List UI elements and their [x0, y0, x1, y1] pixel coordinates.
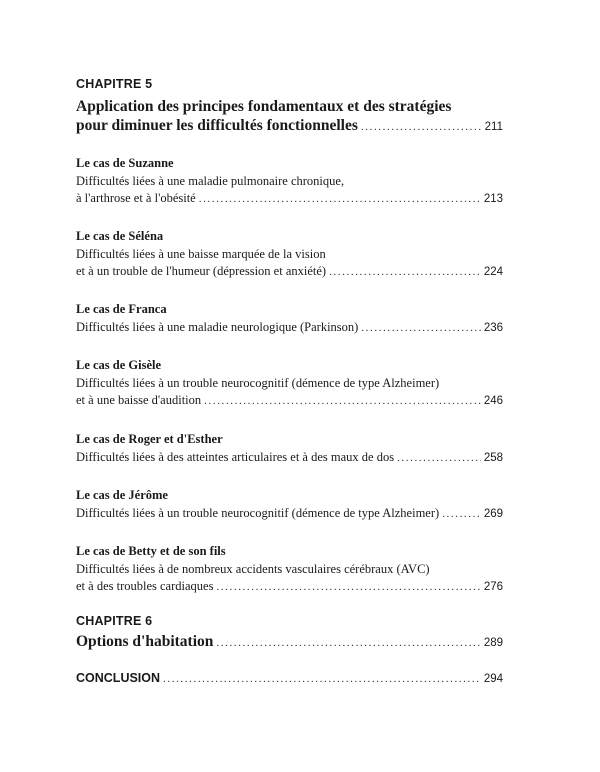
dot-leader [329, 264, 481, 280]
dot-leader [442, 506, 481, 522]
page-number: 236 [483, 322, 503, 334]
chapter-6-label: CHAPITRE 6 [76, 614, 153, 628]
chapter-5-title-line1: Application des principes fondamentaux et des stratégies [76, 98, 452, 115]
dot-leader [397, 450, 481, 466]
toc-entry-chapter-5[interactable] [76, 116, 503, 135]
chapter-6-title: Options d'habitation [76, 633, 214, 650]
case-title: Le cas de Franca [76, 302, 167, 316]
toc-entry-case[interactable] [76, 190, 503, 207]
case-description-line2: et à une baisse d'audition [76, 393, 202, 407]
toc-entry-case[interactable] [76, 505, 503, 522]
case-title: Le cas de Gisèle [76, 358, 162, 372]
case-title: Le cas de Séléna [76, 229, 164, 243]
dot-leader [216, 635, 480, 651]
toc-entry-case[interactable] [76, 449, 503, 466]
case-description-line1: Difficultés liées à un trouble neurocognitif (démence de type Alzheimer) [76, 376, 440, 390]
case-description-line1: Difficultés liées à une maladie pulmonaire chronique, [76, 174, 345, 188]
chapter-5-title-line2: pour diminuer les difficultés fonctionnelles [76, 117, 358, 134]
dot-leader [163, 671, 481, 687]
page-number: 246 [483, 395, 503, 407]
page-number: 211 [484, 121, 503, 133]
case-description-line2: et à un trouble de l'humeur (dépression et anxiété) [76, 264, 327, 278]
dot-leader [361, 119, 482, 135]
page-number: 213 [483, 193, 503, 205]
dot-leader [199, 191, 481, 207]
case-description-line2: Difficultés liées à des atteintes articulaires et à des maux de dos [76, 450, 395, 464]
conclusion-label: CONCLUSION [76, 671, 161, 685]
case-title: Le cas de Betty et de son fils [76, 544, 226, 558]
case-title: Le cas de Suzanne [76, 156, 174, 170]
case-description-line2: Difficultés liées à un trouble neurocognitif (démence de type Alzheimer) [76, 506, 440, 520]
dot-leader [361, 320, 480, 336]
page-number: 294 [483, 673, 503, 685]
dot-leader [216, 579, 480, 595]
case-description-line2: et à des troubles cardiaques [76, 579, 214, 593]
toc-entry-case[interactable] [76, 319, 503, 336]
page-number: 289 [483, 637, 503, 649]
page-number: 269 [483, 508, 503, 520]
chapter-5-label: CHAPITRE 5 [76, 77, 153, 91]
case-description-line1: Difficultés liées à de nombreux accidents vasculaires cérébraux (AVC) [76, 562, 430, 576]
page-number: 224 [483, 266, 503, 278]
page-number: 258 [483, 452, 503, 464]
page-number: 276 [483, 581, 503, 593]
case-title: Le cas de Roger et d'Esther [76, 432, 223, 446]
toc-entry-chapter-6[interactable] [76, 632, 503, 651]
case-description-line1: Difficultés liées à une baisse marquée de la vision [76, 247, 326, 261]
toc-entry-case[interactable] [76, 578, 503, 595]
case-description-line2: Difficultés liées à une maladie neurologique (Parkinson) [76, 320, 359, 334]
case-title: Le cas de Jérôme [76, 488, 168, 502]
toc-entry-case[interactable] [76, 392, 503, 409]
toc-entry-conclusion[interactable] [76, 670, 503, 687]
toc-entry-case[interactable] [76, 263, 503, 280]
case-description-line2: à l'arthrose et à l'obésité [76, 191, 196, 205]
dot-leader [204, 393, 481, 409]
